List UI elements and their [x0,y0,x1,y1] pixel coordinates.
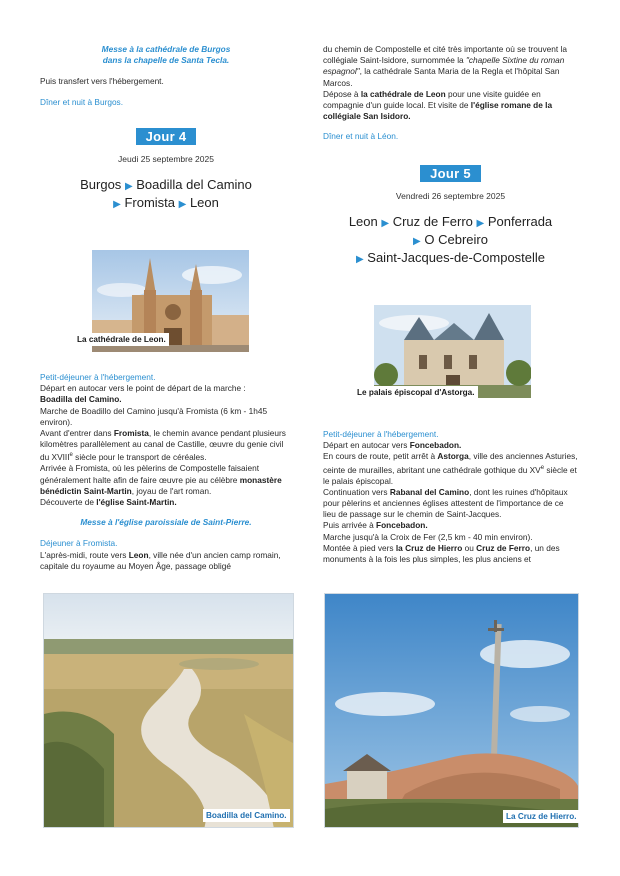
cruz-de-hierro-caption: La Cruz de Hierro. [503,810,580,823]
route-arrow-icon: ▶ [413,236,421,248]
transfer-text: Puis transfert vers l'hébergement. [40,76,164,87]
dinner-burgos: Dîner et nuit à Burgos. [40,96,124,107]
day4-route [40,177,292,213]
route-stop: Leon [189,195,219,211]
day4-header [40,128,292,145]
route-arrow-icon: ▶ [113,199,121,211]
route-stop: Cruz de Ferro [392,214,473,230]
day4-p1: Départ en autocar vers le point de départ de la marche : [40,383,246,394]
day4-p6: L'après-midi, route vers Leon, ville née d'un ancien camp romain, capitale du royaume au Moyen Âge, passage obligé [40,549,281,571]
route-arrow-icon: ▶ [355,254,364,266]
day5-q6: Montée à pied vers la Cruz de Hierro ou Cruz de Ferro, un des monuments à la fois les plus simples, les plus anciens et [323,542,560,564]
day4-program [40,372,292,572]
boadilla-photo [43,593,294,828]
route-stop: Burgos [80,177,122,193]
day4-p2: Marche de Boadillo del Camino jusqu'à Fromista (6 km - 1h45 environ). [40,405,268,427]
astorga-palace-photo [374,305,531,398]
boadilla-caption: Boadilla del Camino. [203,809,290,822]
right-column [323,44,578,268]
leon-visit: Dépose à la cathédrale de Leon pour une visite guidée en compagnie d'un guide local. Et visite de l'église romane de la collégiale San Isidoro. [323,88,553,122]
day5-program [323,429,578,565]
day4-lunch: Déjeuner à Fromista. [40,538,118,549]
day5-q3: Continuation vers Rabanal del Camino, dont les ruines d'hôpitaux pour pèlerins et anciennes églises attestent de l'importance de ce lieu de passage sur le chemin de Saint-Jacques. [323,486,568,520]
route-stop: Boadilla del Camino [136,177,252,193]
route-stop: Ponferrada [487,214,553,230]
route-arrow-icon: ▶ [124,181,133,193]
route-arrow-icon: ▶ [476,218,485,230]
day5-route [323,214,578,268]
day4-p5: Découverte de l'église Saint-Martin. [40,497,177,507]
route-stop: Fromista [124,195,175,211]
route-stop: Saint-Jacques-de-Compostelle [367,250,546,266]
day4-p4: Arrivée à Fromista, où les pèlerins de Compostelle faisaient généralement halte afin de faire œuvre pie au célèbre monastère bénédictin Saint-Martin, joyau de l'art roman. [40,463,282,496]
leon-description: du chemin de Compostelle et cité très importante où se trouvent la collégiale Saint-Isidore, surnommée la "chapelle Sixtine du roman espagnol", la cathédrale Santa Maria de la Regla et l'hôpital San Marcos. [323,44,567,88]
day4-breakfast: Petit-déjeuner à l'hébergement. [40,372,156,382]
left-column [40,44,292,213]
day5-q4: Puis arrivée à Foncebadon. [323,520,428,531]
route-arrow-icon: ▶ [178,199,187,211]
day4-p1-bold: Boadilla del Camino. [40,394,122,405]
day5-header [323,165,578,182]
route-stop: Leon [348,214,378,230]
mass-saint-pierre: Messe à l'église paroissiale de Saint-Pierre. [80,517,252,528]
day4-p3: Avant d'entrer dans Fromista, le chemin avance pendant plusieurs kilomètres parallèlement au canal de Castille, œuvre du genie civil du XVIIIe siècle pour le transport de céréales. [40,428,286,463]
astorga-caption: Le palais épiscopal d'Astorga. [354,386,478,399]
route-arrow-icon: ▶ [381,218,390,230]
day5-q5: Marche jusqu'à la Croix de Fer (2,5 km - 40 min environ). [323,531,533,542]
day4-date: Jeudi 25 septembre 2025 [118,154,214,165]
day5-q2: En cours de route, petit arrêt à Astorga, ville des anciennes Asturies, ceinte de murailles, abritant une cathédrale gothique du XVe siècle et le palais épiscopal. [323,451,578,486]
day5-q1: Départ en autocar vers Foncebadon. [323,440,462,451]
day4-badge: Jour 4 [136,128,197,145]
day5-badge: Jour 5 [420,165,481,182]
route-stop: O Cebreiro [424,232,488,248]
mass-burgos-line1: Messe à la cathédrale de Burgos [101,44,231,54]
cruz-de-hierro-photo [324,593,579,828]
day5-date: Vendredi 26 septembre 2025 [395,190,506,201]
mass-burgos-line2: dans la chapelle de Santa Tecla. [102,55,230,66]
day5-breakfast: Petit-déjeuner à l'hébergement. [323,429,439,439]
dinner-leon: Dîner et nuit à Léon. [323,131,399,142]
leon-cathedral-caption: La cathédrale de Leon. [74,333,169,346]
